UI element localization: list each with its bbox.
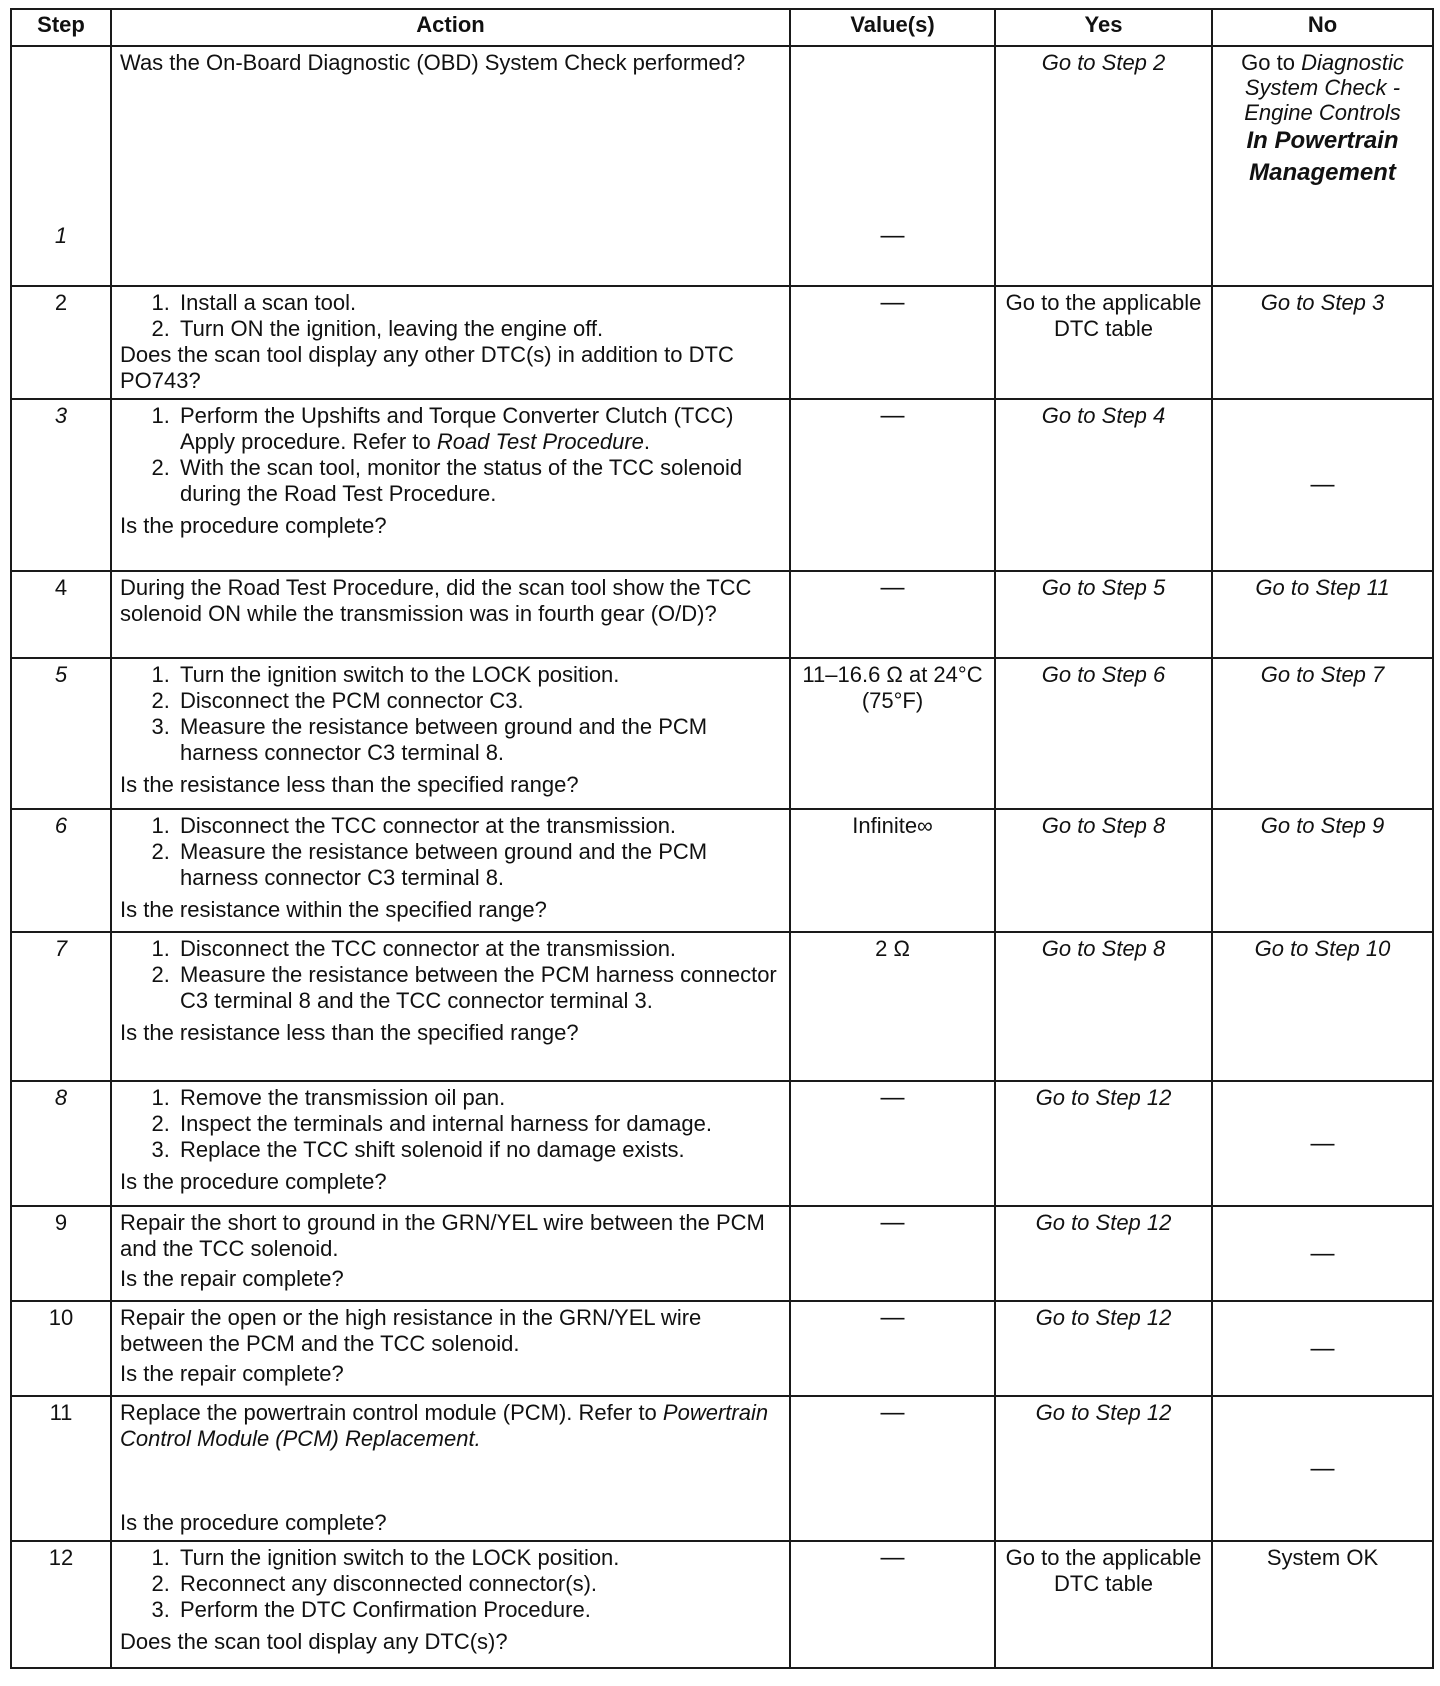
table-row-step-12 (11, 1541, 1433, 1668)
no-cell (1212, 46, 1433, 286)
no-goto-link[interactable]: Go to Step 3 (1260, 290, 1385, 315)
yes-cell (995, 1396, 1212, 1541)
step-number: 6 (11, 809, 111, 932)
action-step-item: 1. Disconnect the TCC connector at the transmission. (176, 936, 781, 962)
no-text: — (1310, 1334, 1335, 1362)
action-step-item: 1. Disconnect the TCC connector at the transmission. (176, 813, 781, 839)
no-cell (1212, 399, 1433, 571)
yes-goto-link[interactable]: Go to Step 8 (1041, 936, 1166, 961)
step-number: 7 (11, 932, 111, 1081)
step-number: 1 (11, 46, 111, 286)
action-cell (111, 1301, 790, 1396)
action-steps (120, 1545, 781, 1623)
yes-goto-link[interactable]: Go to Step 12 (1035, 1400, 1172, 1425)
yes-goto-link[interactable]: Go to Step 12 (1035, 1305, 1172, 1330)
header-yes: Yes (995, 9, 1212, 46)
yes-cell (995, 932, 1212, 1081)
diagnostic-table (10, 8, 1434, 1669)
yes-cell (995, 571, 1212, 658)
action-step-item: 2. Inspect the terminals and internal harness for damage. (176, 1111, 781, 1137)
value-text: 2 Ω (875, 936, 910, 961)
yes-cell (995, 1206, 1212, 1301)
no-cell (1212, 286, 1433, 399)
table-row-step-8 (11, 1081, 1433, 1206)
value-cell (790, 1541, 995, 1668)
action-text: Was the On-Board Diagnostic (OBD) System Check performed? (120, 50, 746, 75)
action-step-item: 3. Replace the TCC shift solenoid if no damage exists. (176, 1137, 781, 1163)
yes-cell (995, 286, 1212, 399)
value-text: — (880, 289, 905, 316)
yes-cell (995, 1081, 1212, 1206)
yes-goto-link[interactable]: Go to the applicable DTC table (1005, 290, 1202, 341)
action-cell (111, 658, 790, 809)
table-header-row (11, 9, 1433, 46)
action-step-item: 1. Turn the ignition switch to the LOCK position. (176, 662, 781, 688)
no-result-text: System OK (1266, 1545, 1379, 1570)
table-row-step-2 (11, 286, 1433, 399)
action-question: Is the resistance less than the specified range? (120, 1020, 579, 1045)
action-text: Repair the open or the high resistance in the GRN/YEL wire between the PCM and the TCC solenoid. (120, 1305, 702, 1356)
step-number: 5 (11, 658, 111, 809)
no-cell (1212, 1541, 1433, 1668)
yes-cell (995, 658, 1212, 809)
action-cell (111, 932, 790, 1081)
no-tail: In Powertrain Management (1246, 127, 1399, 186)
action-step-item: 2. Measure the resistance between the PCM harness connector C3 terminal 8 and the TCC connector terminal 3. (176, 962, 781, 1014)
action-cell (111, 809, 790, 932)
step-number: 9 (11, 1206, 111, 1301)
no-prefix: Go to (1241, 50, 1295, 75)
action-cell (111, 1396, 790, 1541)
no-cell (1212, 1396, 1433, 1541)
action-question: Is the repair complete? (120, 1361, 344, 1386)
no-text: — (1310, 471, 1335, 498)
yes-cell (995, 1541, 1212, 1668)
value-text: — (880, 222, 905, 249)
table-row-step-5 (11, 658, 1433, 809)
table-row-step-11 (11, 1396, 1433, 1541)
action-step-item: 3. Measure the resistance between ground and the PCM harness connector C3 terminal 8. (176, 714, 781, 766)
value-text: — (880, 1209, 905, 1236)
table-row-step-6 (11, 809, 1433, 932)
no-cell (1212, 571, 1433, 658)
action-steps (120, 662, 781, 766)
value-text: — (880, 402, 905, 429)
action-question: Does the scan tool display any DTC(s)? (120, 1629, 508, 1654)
action-step-item: 2. Turn ON the ignition, leaving the engine off. (176, 316, 781, 342)
no-goto-link[interactable]: Go to Step 7 (1260, 662, 1385, 687)
action-cell (111, 1206, 790, 1301)
value-cell (790, 1081, 995, 1206)
yes-goto-link[interactable]: Go to Step 12 (1035, 1210, 1172, 1235)
yes-cell (995, 1301, 1212, 1396)
no-goto-link[interactable]: Go to Step 10 (1254, 936, 1391, 961)
value-cell (790, 46, 995, 286)
action-question: Is the resistance within the specified range? (120, 897, 547, 922)
no-cell (1212, 1206, 1433, 1301)
table-row-step-10 (11, 1301, 1433, 1396)
no-goto-link[interactable]: Diagnostic System Check - Engine Controls (1244, 50, 1404, 125)
action-cell (111, 571, 790, 658)
value-text: — (880, 1084, 905, 1111)
action-text: Replace the powertrain control module (PCM). Refer to (120, 1400, 657, 1425)
table-row-step-4 (11, 571, 1433, 658)
step-number: 2 (11, 286, 111, 399)
yes-goto-link[interactable]: Go to Step 8 (1041, 813, 1166, 838)
yes-goto-link[interactable]: Go to Step 5 (1041, 575, 1166, 600)
no-goto-link[interactable]: Go to Step 11 (1255, 575, 1390, 600)
action-cell (111, 46, 790, 286)
action-cell (111, 286, 790, 399)
step-number: 8 (11, 1081, 111, 1206)
value-cell (790, 1206, 995, 1301)
dtc-diagnostic-document (10, 8, 1434, 1669)
no-text: — (1310, 1129, 1335, 1157)
yes-goto-link[interactable]: Go to Step 12 (1035, 1085, 1172, 1110)
action-step-item: 2. Measure the resistance between ground and the PCM harness connector C3 terminal 8. (176, 839, 781, 891)
action-cell (111, 1541, 790, 1668)
value-cell (790, 286, 995, 399)
road-test-ref-link[interactable]: Road Test Procedure (436, 429, 644, 454)
value-text: — (880, 1399, 905, 1426)
action-steps (120, 290, 781, 342)
action-steps (120, 1085, 781, 1163)
value-text: — (880, 574, 905, 601)
table-row-step-1 (11, 46, 1433, 286)
header-action: Action (111, 9, 790, 46)
action-step-item: 2. With the scan tool, monitor the status of the TCC solenoid during the Road Test Procedure. (176, 455, 781, 507)
yes-goto-link[interactable]: Go to Step 2 (1041, 50, 1166, 75)
table-row-step-7 (11, 932, 1433, 1081)
action-text: Repair the short to ground in the GRN/YEL wire between the PCM and the TCC solenoid. (120, 1210, 765, 1261)
no-cell (1212, 1081, 1433, 1206)
value-cell (790, 1396, 995, 1541)
action-step-item: 2. Disconnect the PCM connector C3. (176, 688, 781, 714)
value-cell (790, 809, 995, 932)
table-row-step-9 (11, 1206, 1433, 1301)
action-question: Is the procedure complete? (120, 1510, 387, 1535)
action-cell (111, 1081, 790, 1206)
step-number: 4 (11, 571, 111, 658)
yes-cell (995, 399, 1212, 571)
action-step-item: 1. Perform the Upshifts and Torque Converter Clutch (TCC) Apply procedure. Refer to Road Test Procedure. (176, 403, 781, 455)
action-question: Is the procedure complete? (120, 513, 387, 538)
value-text: Infinite∞ (852, 813, 933, 838)
yes-goto-link[interactable]: Go to Step 6 (1041, 662, 1166, 687)
no-cell (1212, 1301, 1433, 1396)
action-steps (120, 936, 781, 1014)
action-step-item: 1. Install a scan tool. (176, 290, 781, 316)
header-values: Value(s) (790, 9, 995, 46)
header-no: No (1212, 9, 1433, 46)
value-text: — (880, 1544, 905, 1571)
action-question: Is the procedure complete? (120, 1169, 387, 1194)
no-text: — (1310, 1454, 1335, 1482)
no-cell (1212, 809, 1433, 932)
no-text: — (1310, 1239, 1335, 1267)
step-number: 12 (11, 1541, 111, 1668)
value-cell (790, 932, 995, 1081)
action-steps (120, 813, 781, 891)
step-number: 10 (11, 1301, 111, 1396)
action-step-item: 1. Remove the transmission oil pan. (176, 1085, 781, 1111)
value-text: — (880, 1304, 905, 1331)
step-number: 11 (11, 1396, 111, 1541)
table-row-step-3 (11, 399, 1433, 571)
value-cell (790, 658, 995, 809)
action-step-text: Perform the Upshifts and Torque Converter Clutch (TCC) Apply procedure. Refer to (180, 403, 734, 454)
action-step-item: 2. Reconnect any disconnected connector(s). (176, 1571, 781, 1597)
value-cell (790, 1301, 995, 1396)
no-cell (1212, 932, 1433, 1081)
action-step-item: 1. Turn the ignition switch to the LOCK position. (176, 1545, 781, 1571)
value-text: 11–16.6 Ω at 24°C (75°F) (802, 662, 983, 713)
action-steps (120, 403, 781, 507)
value-cell (790, 571, 995, 658)
header-step: Step (11, 9, 111, 46)
no-cell (1212, 658, 1433, 809)
no-goto-link[interactable]: Go to Step 9 (1260, 813, 1385, 838)
action-cell (111, 399, 790, 571)
action-text: During the Road Test Procedure, did the scan tool show the TCC solenoid ON while the transmission was in fourth gear (O/D)? (120, 575, 752, 626)
step-number: 3 (11, 399, 111, 571)
yes-goto-link[interactable]: Go to Step 4 (1041, 403, 1166, 428)
yes-goto-link[interactable]: Go to the applicable DTC table (1005, 1545, 1202, 1596)
value-cell (790, 399, 995, 571)
action-question: Is the repair complete? (120, 1266, 344, 1291)
action-question: Is the resistance less than the specified range? (120, 772, 579, 797)
action-step-item: 3. Perform the DTC Confirmation Procedure. (176, 1597, 781, 1623)
yes-cell (995, 809, 1212, 932)
action-question: Does the scan tool display any other DTC(s) in addition to DTC PO743? (120, 342, 734, 393)
yes-cell (995, 46, 1212, 286)
pcm-replacement-ref-link[interactable]: Powertrain Control Module (PCM) Replacement. (120, 1400, 769, 1451)
